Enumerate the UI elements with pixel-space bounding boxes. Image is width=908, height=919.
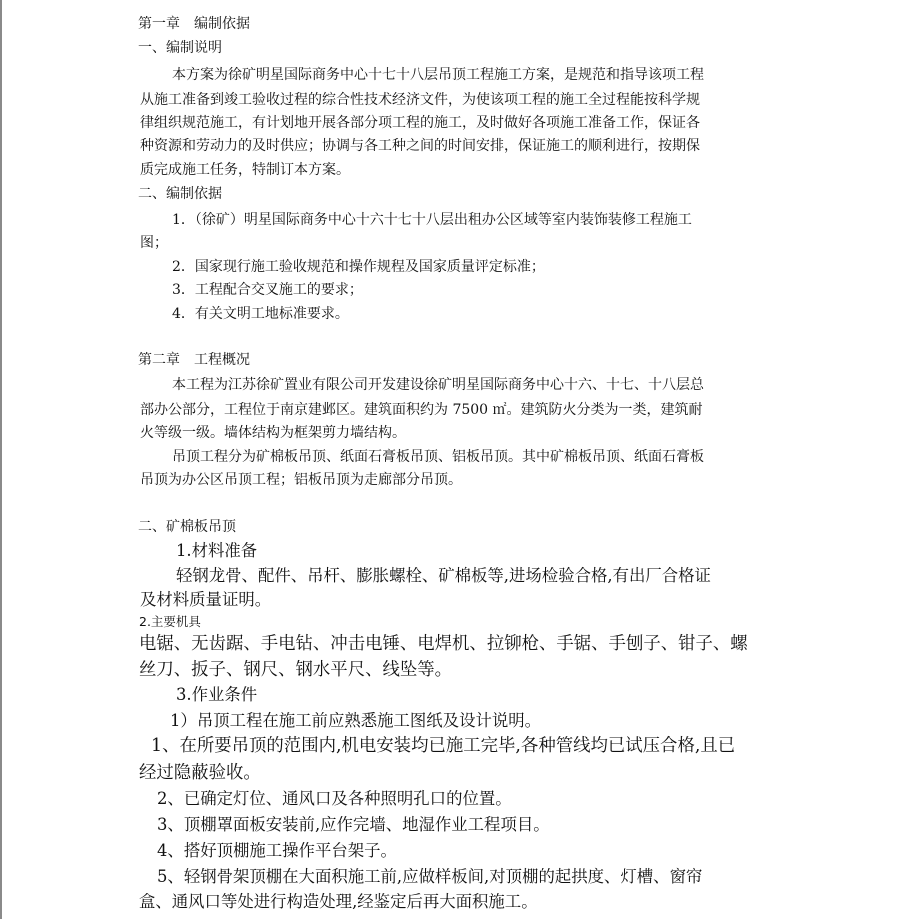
chapter-title: 第二章 工程概况 <box>138 352 250 368</box>
paragraph-line: 质完成施工任务，特制订本方案。 <box>140 162 350 178</box>
list-item: 2．国家现行施工验收规范和操作规程及国家质量评定标准； <box>172 259 545 275</box>
paragraph-line: 火等级一级。墙体结构为框架剪力墙结构。 <box>140 425 406 441</box>
section-heading: 一、编制说明 <box>138 40 222 56</box>
paragraph-line: 经过隐蔽验收。 <box>139 763 261 783</box>
paragraph-line: 吊顶为办公区吊顶工程；铝板吊顶为走廊部分吊顶。 <box>140 472 462 488</box>
paragraph-line: 律组织规范施工，有计划地开展各部分项工程的施工，及时做好各项施工准备工作，保证各 <box>140 115 700 131</box>
paragraph-line: 轻钢龙骨、配件、吊杆、膨胀螺栓、矿棉板等,进场检验合格,有出厂合格证 <box>176 566 711 585</box>
paragraph-line: 本工程为江苏徐矿置业有限公司开发建设徐矿明星国际商务中心十六、十七、十八层总 <box>172 377 704 393</box>
paragraph-line: 种资源和劳动力的及时供应；协调与各工种之间的时间安排，保证施工的顺利进行，按期保 <box>140 138 700 154</box>
section-heading: 二、编制依据 <box>138 186 222 202</box>
paragraph-line: 3、顶棚罩面板安装前,应作完墙、地湿作业工程项目。 <box>157 815 550 834</box>
paragraph-line: 1、在所要吊顶的范围内,机电安装均已施工完毕,各种管线均已试压合格,且已 <box>151 736 736 756</box>
paragraph-line: 电锯、无齿踞、手电钻、冲击电锤、电焊机、拉铆枪、手锯、手刨子、钳子、螺 <box>139 634 748 654</box>
chapter-title: 第一章 编制依据 <box>138 16 250 32</box>
subsection-title: 2.主要机具 <box>139 614 201 629</box>
paragraph-line: 5、轻钢骨架顶棚在大面积施工前,应做样板间,对顶棚的起拱度、灯槽、窗帘 <box>157 867 703 886</box>
paragraph-line: 本方案为徐矿明星国际商务中心十七十八层吊顶工程施工方案，是规范和指导该项工程 <box>172 67 704 83</box>
paragraph-line: 吊顶工程分为矿棉板吊顶、纸面石膏板吊顶、铝板吊顶。其中矿棉板吊顶、纸面石膏板 <box>172 449 704 465</box>
subsection-title: 3.作业条件 <box>176 685 258 704</box>
list-item: 1．（徐矿）明星国际商务中心十六十七十八层出租办公区域等室内装饰装修工程施工 <box>172 212 692 228</box>
section-heading: 二、矿棉板吊顶 <box>138 519 236 535</box>
list-item: 图； <box>140 235 168 251</box>
list-item: 4．有关文明工地标准要求。 <box>172 306 349 322</box>
paragraph-line: 部办公部分，工程位于南京建邺区。建筑面积约为 7500 ㎡。建筑防火分类为一类，建筑耐 <box>140 402 703 418</box>
paragraph-line: 丝刀、扳子、钢尺、钢水平尺、线坠等。 <box>139 660 453 680</box>
paragraph-line: 盒、通风口等处进行构造处理,经鉴定后再大面积施工。 <box>139 892 538 911</box>
paragraph-line: 2、已确定灯位、通风口及各种照明孔口的位置。 <box>157 789 512 808</box>
subsection-title: 1.材料准备 <box>176 541 258 560</box>
list-item: 3．工程配合交叉施工的要求； <box>172 282 363 298</box>
paragraph-line: 4、搭好顶棚施工操作平台架子。 <box>157 841 397 860</box>
paragraph-line: 及材料质量证明。 <box>140 590 272 609</box>
paragraph-line: 从施工准备到竣工验收过程的综合性技术经济文件，为使该项工程的施工全过程能按科学规 <box>140 92 700 108</box>
paragraph-line: 1）吊顶工程在施工前应熟悉施工图纸及设计说明。 <box>170 711 542 730</box>
